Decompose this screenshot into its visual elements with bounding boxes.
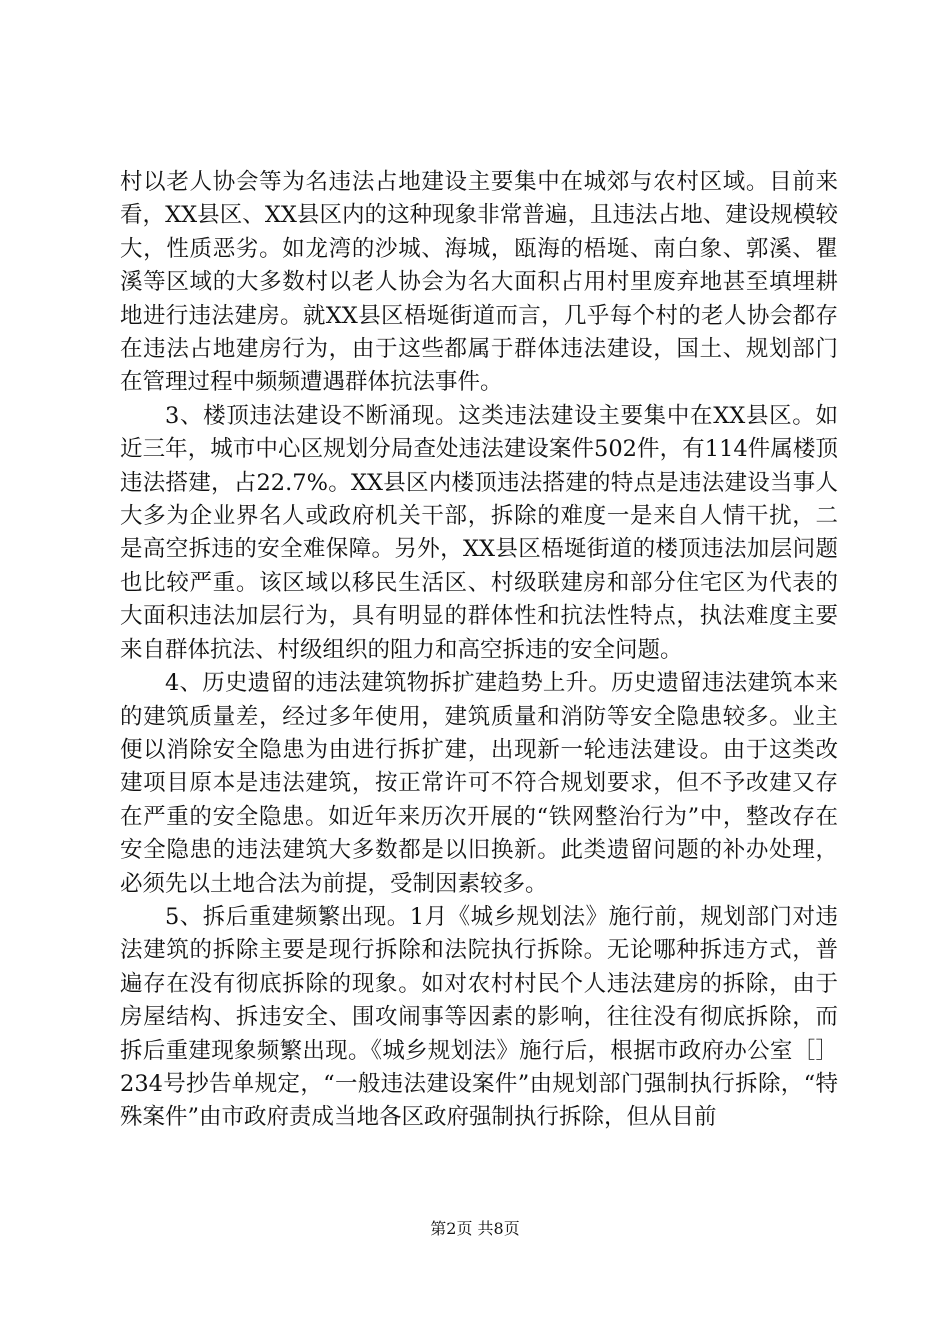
paragraph-continued: 村以老人协会等为名违法占地建设主要集中在城郊与农村区域。目前来看，XX县区、XX县区内的这种现象非常普遍，且违法占地、建设规模较大，性质恶劣。如龙湾的沙城、海城，瓯海的梧埏、南白象、郭溪、瞿溪等区域的大多数村以老人协会为名大面积占用村里废弃地甚至填埋耕地进行违法建房。就XX县区梧埏街道而言，几乎每个村的老人协会都存在违法占地建房行为，由于这些都属于群体违法建设，国土、规划部门在管理过程中频频遭遇群体抗法事件。 [120,169,838,396]
paragraph-rebuild-after-demolition: 5、拆后重建频繁出现。1月《城乡规划法》施行前，规划部门对违法建筑的拆除主要是现行拆除和法院执行拆除。无论哪种拆违方式，普遍存在没有彻底拆除的现象。如对农村村民个人违法建房的拆除，由于房屋结构、拆违安全、围攻闹事等因素的影响，往往没有彻底拆除，而拆后重建现象频繁出现。《城乡规划法》施行后，根据市政府办公室［］234号抄告单规定，“一般违法建设案件”由规划部门强制执行拆除，“特殊案件”由市政府责成当地各区政府强制执行拆除，但从目前 [120,903,838,1131]
page-number-footer: 第2页 共8页 [430,1219,520,1238]
paragraph-historical-buildings: 4、历史遗留的违法建筑物拆扩建趋势上升。历史遗留违法建筑本来的建筑质量差，经过多年使用，建筑质量和消防等安全隐患较多。业主便以消除安全隐患为由进行拆扩建，出现新一轮违法建设。由于这类改建项目原本是违法建筑，按正常许可不符合规划要求，但不予改建又存在严重的安全隐患。如近年来历次开展的“铁网整治行为”中，整改存在安全隐患的违法建筑大多数都是以旧换新。此类遗留问题的补办处理，必须先以土地合法为前提，受制因素较多。 [120,670,838,897]
document-body [120,166,838,1135]
paragraph-rooftop-violations: 3、楼顶违法建设不断涌现。这类违法建设主要集中在XX县区。如近三年，城市中心区规划分局查处违法建设案件502件，有114件属楼顶违法搭建，占22.7%。XX县区内楼顶违法搭建的特点是违法建设当事人大多为企业界名人或政府机关干部，拆除的难度一是来自人情干扰，二是高空拆违的安全难保障。另外，XX县区梧埏街道的楼顶违法加层问题也比较严重。该区域以移民生活区、村级联建房和部分住宅区为代表的大面积违法加层行为，具有明显的群体性和抗法性特点，执法难度主要来自群体抗法、村级组织的阻力和高空拆违的安全问题。 [120,402,838,663]
